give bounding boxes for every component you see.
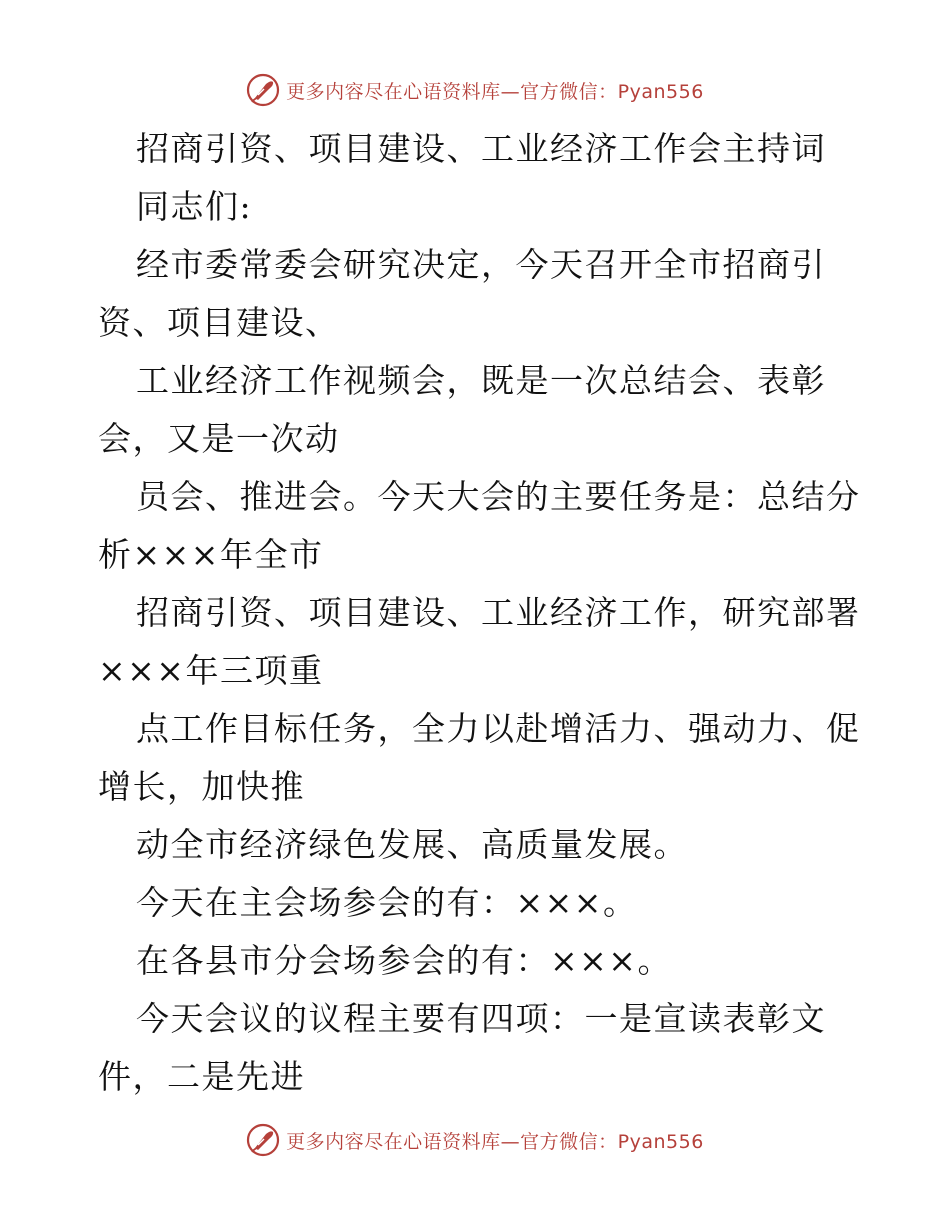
text-line: 今天在主会场参会的有：×××。 bbox=[136, 883, 638, 922]
header-watermark bbox=[0, 72, 950, 108]
text-line: 今天会议的议程主要有四项：一是宣读表彰文 bbox=[136, 999, 826, 1038]
document-body bbox=[98, 120, 861, 1106]
header-watermark-text: 更多内容尽在心语资料库—官方微信：Pyan556 bbox=[286, 80, 704, 103]
text-line: 经市委常委会研究决定，今天召开全市招商引 bbox=[136, 245, 826, 284]
text-line: 在各县市分会场参会的有：×××。 bbox=[136, 941, 672, 980]
text-line: 析×××年全市 bbox=[98, 535, 324, 574]
text-line: 同志们: bbox=[136, 187, 253, 226]
text-line: 动全市经济绿色发展、高质量发展。 bbox=[136, 825, 688, 864]
quill-logo-icon bbox=[246, 1123, 280, 1157]
text-line: 增长，加快推 bbox=[98, 767, 305, 806]
text-line: 会，又是一次动 bbox=[98, 419, 340, 458]
footer-watermark-text: 更多内容尽在心语资料库—官方微信：Pyan556 bbox=[286, 1130, 704, 1153]
text-line: ×××年三项重 bbox=[98, 651, 324, 690]
text-line: 招商引资、项目建设、工业经济工作会主持词 bbox=[136, 129, 826, 168]
quill-logo-icon bbox=[246, 73, 280, 107]
text-line: 件，二是先进 bbox=[98, 1057, 305, 1096]
text-line: 工业经济工作视频会，既是一次总结会、表彰 bbox=[136, 361, 826, 400]
footer-watermark bbox=[0, 1122, 950, 1158]
text-line: 员会、推进会。今天大会的主要任务是：总结分 bbox=[136, 477, 861, 516]
text-line: 招商引资、项目建设、工业经济工作，研究部署 bbox=[136, 593, 861, 632]
text-line: 资、项目建设、 bbox=[98, 303, 340, 342]
text-line: 点工作目标任务，全力以赴增活力、强动力、促 bbox=[136, 709, 861, 748]
